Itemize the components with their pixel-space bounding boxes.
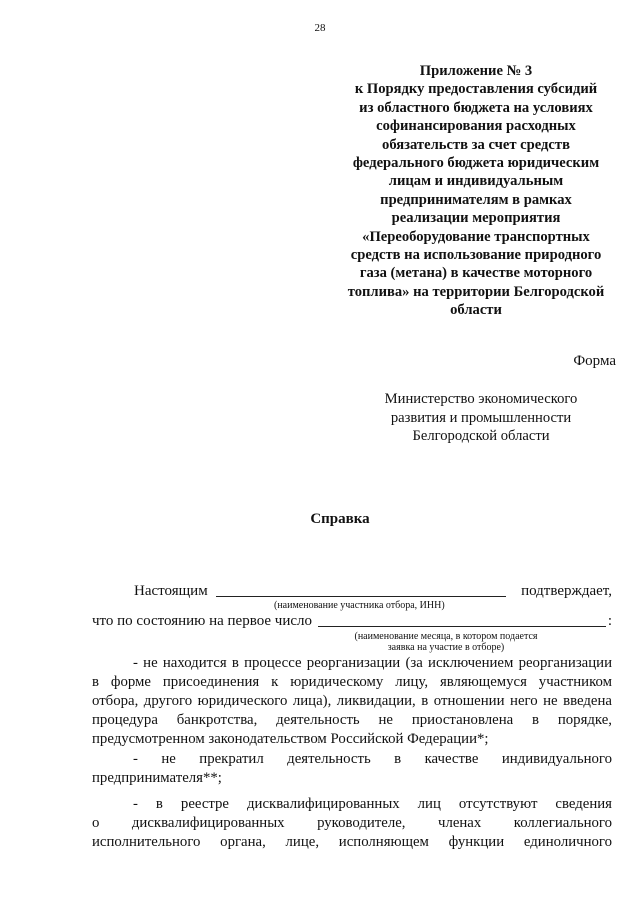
appendix-line: предпринимателям в рамках [380,191,572,208]
participant-name-field[interactable] [216,596,506,597]
appendix-line: газа (метана) в качестве моторного [359,265,593,282]
appendix-line: к Порядку предоставления субсидий [354,81,598,98]
date-line-suffix: : [607,613,612,629]
body-line: предусмотренном законодательством Российской Федерации*; [92,731,489,747]
appendix-line: софинансирования расходных [376,118,576,135]
body-line: исполнительного органа, лице, исполняющем функции единоличного [92,834,612,850]
addressee-line: Министерство экономического [384,391,578,407]
body-line: отбора, другого юридического лица), ликвидации, в отношении него не введена [92,693,612,709]
form-label: Форма [573,353,616,369]
participant-line-prefix: Настоящим [134,583,208,599]
body-line: - в реестре дисквалифицированных лиц отсутствуют сведения [133,796,612,812]
month-name-field[interactable] [318,626,606,627]
month-field-hint-line: (наименование месяца, в котором подается [354,631,538,642]
participant-line [92,580,612,600]
body-line: процедура банкротства, деятельность не приостановлена в порядке, [92,712,612,728]
participant-field-hint: (наименование участника отбора, ИНН) [274,600,445,611]
body-line: - не прекратил деятельность в качестве индивидуального [133,751,612,767]
appendix-heading [330,62,622,320]
appendix-line: обязательств за счет средств [382,136,570,153]
body-line: - не находится в процессе реорганизации (за исключением реорганизации [133,655,612,671]
body-line: о дисквалифицированных руководителе, членах коллегиального [92,815,612,831]
addressee-line: Белгородской области [412,428,550,444]
date-line-prefix: что по состоянию на первое число [92,613,313,629]
appendix-line: Приложение № 3 [419,63,533,79]
body-line: в форме присоединения к юридическому лицу, являющемуся участником [92,674,612,690]
appendix-line: средств на использование природного [350,247,602,264]
month-field-hint [318,631,574,653]
date-line [92,610,612,630]
addressee-block [350,390,612,446]
body-line: предпринимателя**; [92,770,222,786]
appendix-line: федерального бюджета юридическим [352,155,600,172]
addressee-line: развития и промышленности [390,409,572,426]
page-number: 28 [314,22,326,34]
appendix-line: области [450,302,502,319]
appendix-line: реализации мероприятия [391,210,561,227]
document-title: Справка [310,511,370,527]
appendix-line: лицам и индивидуальным [388,173,564,190]
participant-line-suffix: подтверждает, [521,583,612,599]
appendix-line: «Переоборудование транспортных [362,228,590,245]
appendix-line: из областного бюджета на условиях [359,99,593,116]
month-field-hint-line: заявка на участие в отборе) [387,642,505,653]
appendix-line: топлива» на территории Белгородской [347,283,605,300]
